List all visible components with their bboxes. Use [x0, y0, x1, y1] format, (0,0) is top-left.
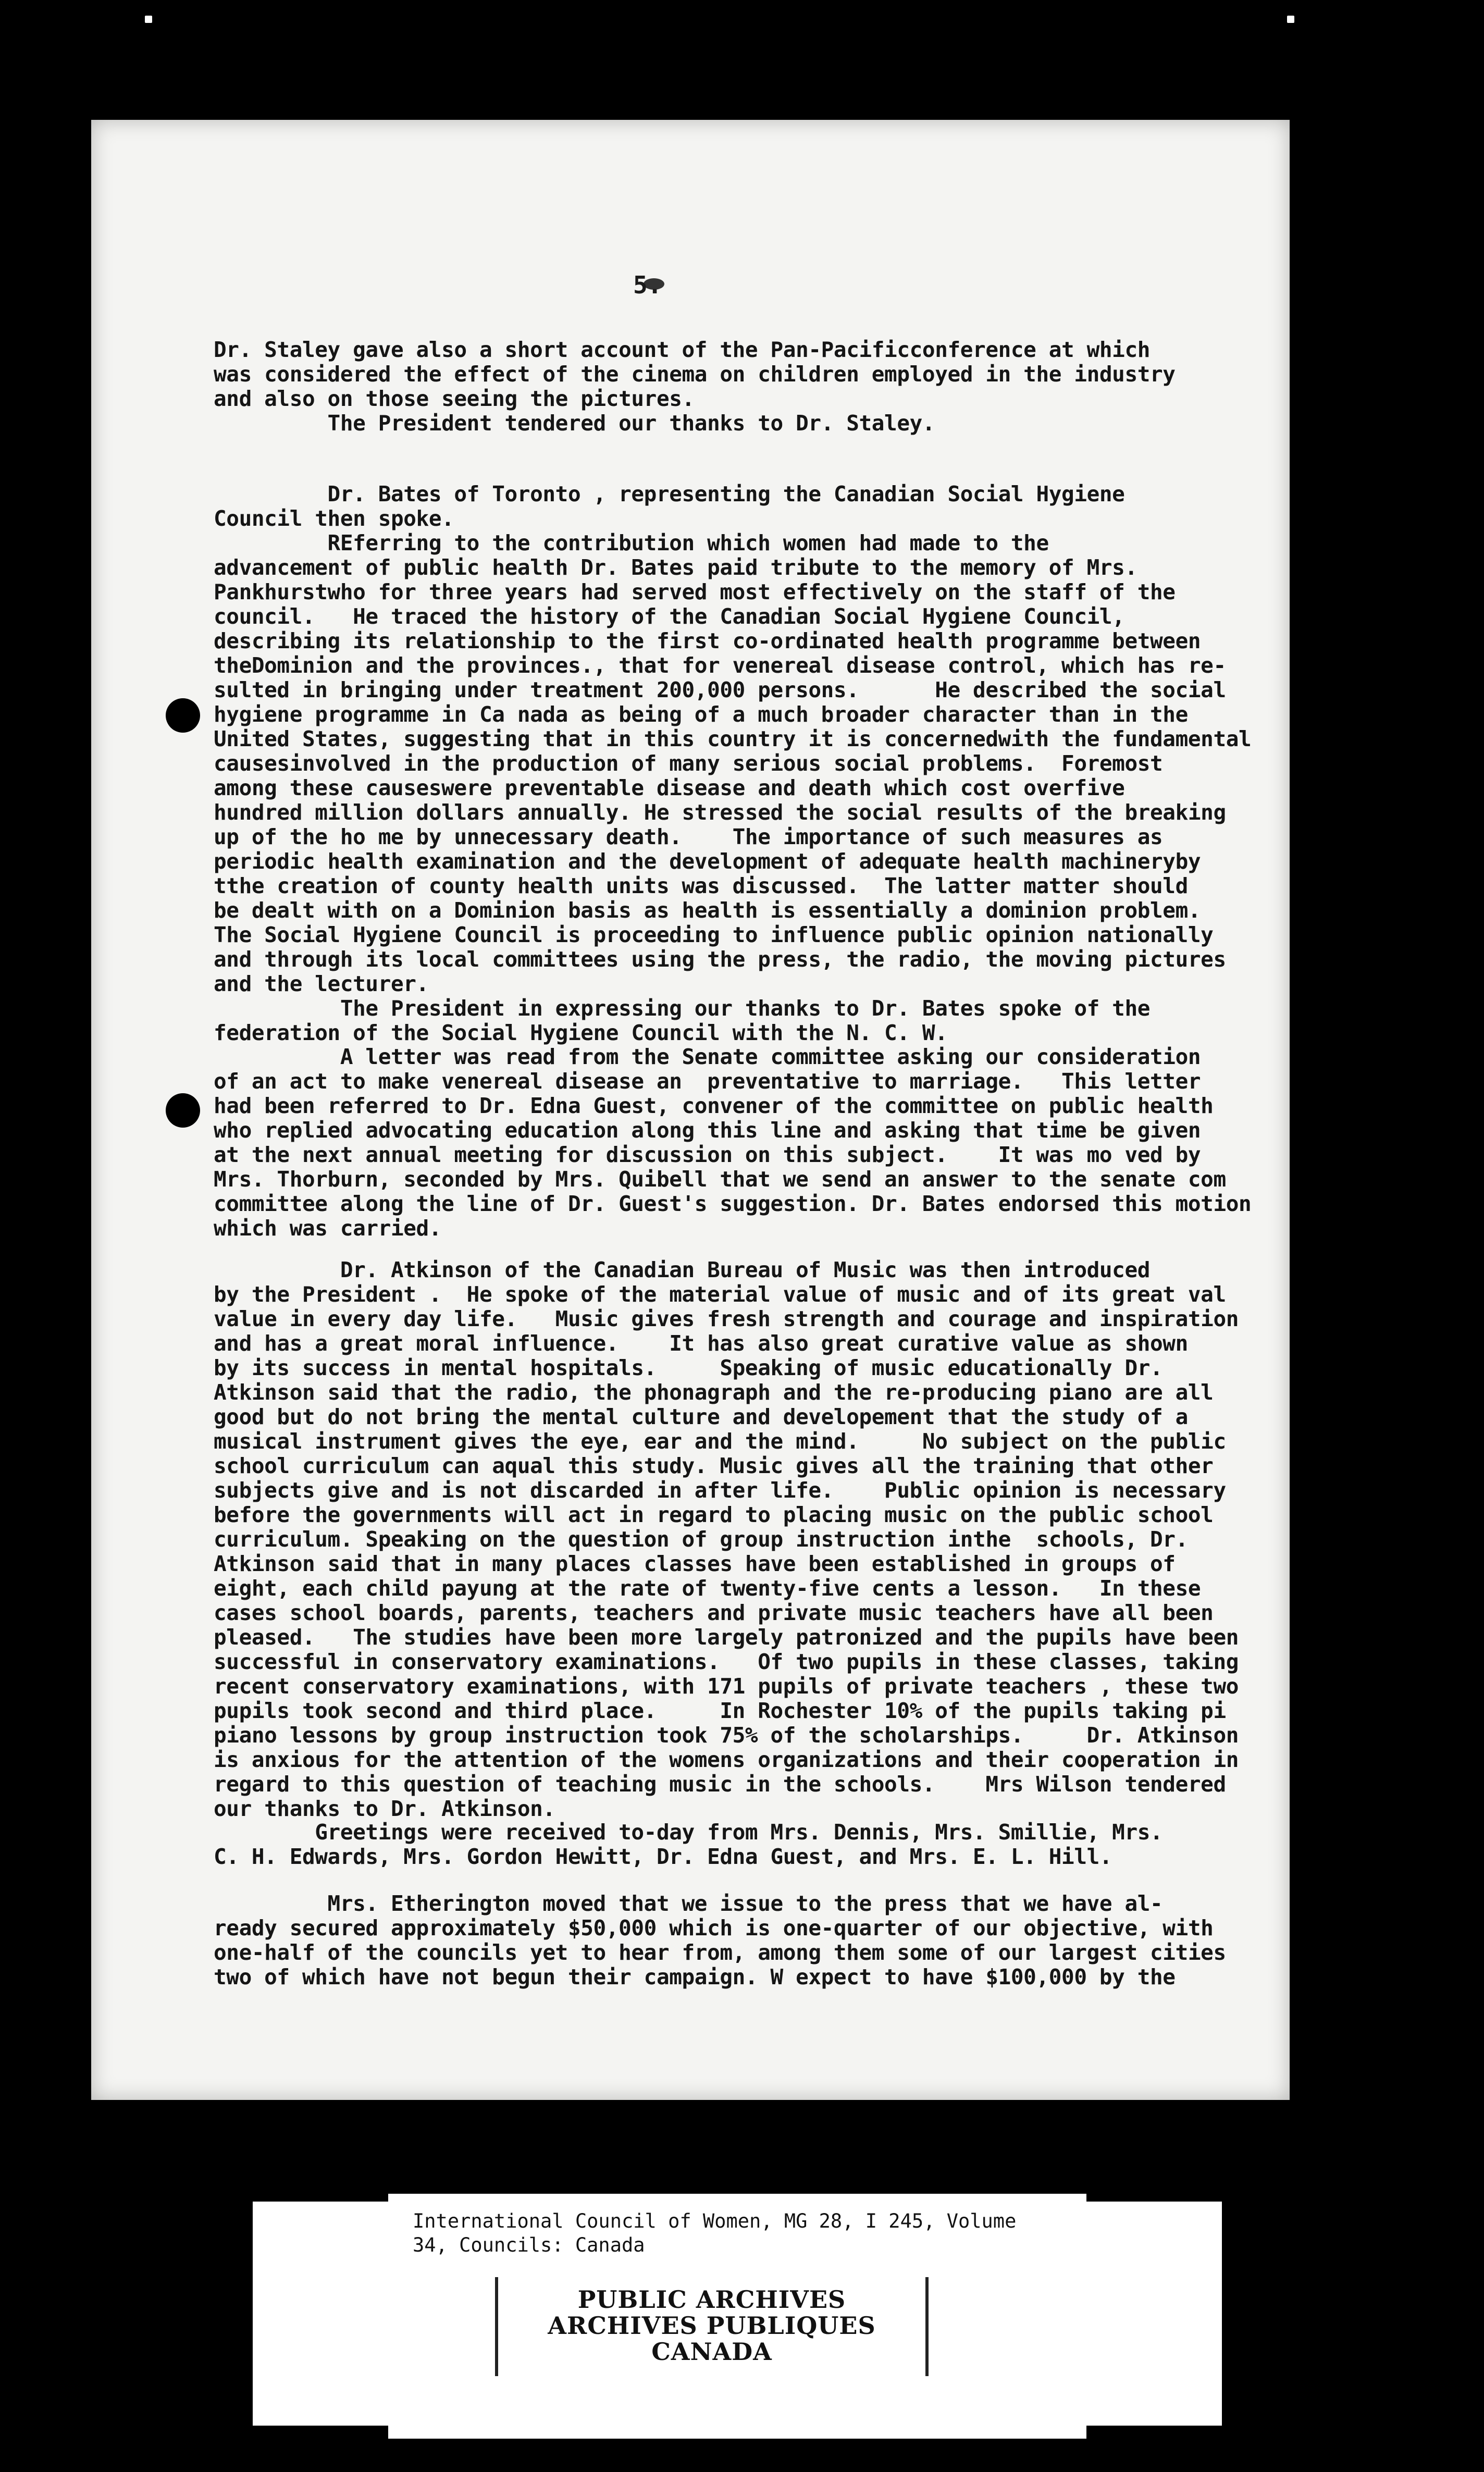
- text-line: at the next annual meeting for discussion on this subject. It was mo ved by: [214, 1142, 1201, 1167]
- text-line: periodic health examination and the development of adequate health machineryby: [214, 849, 1201, 874]
- text-line: be dealt with on a Dominion basis as health is essentially a dominion problem.: [214, 898, 1201, 923]
- text-line: Mrs. Etherington moved that we issue to the press that we have al-: [214, 1891, 1163, 1916]
- archive-citation: [413, 2209, 1080, 2257]
- text-line: Atkinson said that the radio, the phonagraph and the re-producing piano are all: [214, 1380, 1214, 1405]
- paragraph-greetings: [214, 1820, 1183, 1869]
- text-line: subjects give and is not discarded in after life. Public opinion is necessary: [214, 1478, 1226, 1503]
- text-line: The President in expressing our thanks to Dr. Bates spoke of the: [214, 996, 1151, 1021]
- text-line: council. He traced the history of the Canadian Social Hygiene Council,: [214, 604, 1125, 629]
- text-line: before the governments will act in regard to placing music on the public school: [214, 1502, 1214, 1527]
- text-line: who replied advocating education along this line and asking that time be given: [214, 1118, 1201, 1143]
- page-number: 5.: [633, 271, 662, 299]
- text-line: and also on those seeing the pictures.: [214, 386, 695, 411]
- text-line: eight, each child payung at the rate of twenty-five cents a lesson. In these: [214, 1576, 1201, 1601]
- text-line: Pankhurstwho for three years had served most effectively on the staff of the: [214, 579, 1176, 604]
- text-line: pleased. The studies have been more largely patronized and the pupils have been: [214, 1625, 1239, 1650]
- paragraph-staley: [214, 338, 1183, 436]
- citation-line-2: 34, Councils: Canada: [413, 2234, 645, 2256]
- text-line: United States, suggesting that in this country it is concernedwith the fundamental: [214, 726, 1252, 751]
- text-line: Dr. Staley gave also a short account of the Pan-Pacificconference at which: [214, 337, 1151, 362]
- text-line: theDominion and the provinces., that for venereal disease control, which has re-: [214, 653, 1226, 678]
- text-line: The President tendered our thanks to Dr. Staley.: [214, 411, 935, 436]
- text-line: Council then spoke.: [214, 506, 454, 531]
- text-line: advancement of public health Dr. Bates paid tribute to the memory of Mrs.: [214, 555, 1137, 580]
- text-line: was considered the effect of the cinema on children employed in the industry: [214, 362, 1176, 387]
- text-line: up of the ho me by unnecessary death. The importance of such measures as: [214, 824, 1163, 849]
- text-line: which was carried.: [214, 1216, 442, 1241]
- text-line: Atkinson said that in many places classes have been established in groups of: [214, 1551, 1176, 1576]
- paragraph-atkinson: [214, 1257, 1239, 1821]
- text-line: federation of the Social Hygiene Council with the N. C. W.: [214, 1020, 948, 1045]
- text-line: ready secured approximately $50,000 which is one-quarter of our objective, with: [214, 1915, 1214, 1940]
- text-line: pupils took second and third place. In Rochester 10% of the pupils taking pi: [214, 1698, 1226, 1723]
- text-line: value in every day life. Music gives fresh strength and courage and inspiration: [214, 1306, 1239, 1331]
- text-line: Greetings were received to-day from Mrs. Dennis, Mrs. Smillie, Mrs.: [214, 1820, 1163, 1845]
- text-line: and has a great moral influence. It has also great curative value as shown: [214, 1331, 1188, 1356]
- paragraph-etherington: [214, 1891, 1226, 1989]
- text-line: curriculum. Speaking on the question of group instruction inthe schools, Dr.: [214, 1527, 1188, 1552]
- text-line: hundred million dollars annually. He stressed the social results of the breaking: [214, 800, 1226, 825]
- text-line: hygiene programme in Ca nada as being of a much broader character than in the: [214, 702, 1188, 727]
- paragraph-senate-letter: [214, 1044, 1252, 1241]
- stamp-line-3: CANADA: [651, 2338, 772, 2366]
- text-line: sulted in bringing under treatment 200,000 persons. He described the social: [214, 677, 1226, 702]
- text-line: cases school boards, parents, teachers and private music teachers have all been: [214, 1600, 1214, 1625]
- text-line: causesinvolved in the production of many serious social problems. Foremost: [214, 751, 1163, 776]
- text-line: Dr. Bates of Toronto , representing the Canadian Social Hygiene: [214, 481, 1125, 506]
- text-line: recent conservatory examinations, with 171 pupils of private teachers , these two: [214, 1674, 1239, 1699]
- text-line: REferring to the contribution which women had made to the: [214, 530, 1049, 555]
- text-line: by the President . He spoke of the material value of music and of its great val: [214, 1282, 1226, 1307]
- film-frame-mark-right: [1287, 16, 1294, 23]
- text-line: among these causeswere preventable disease and death which cost overfive: [214, 775, 1125, 800]
- text-line: C. H. Edwards, Mrs. Gordon Hewitt, Dr. Edna Guest, and Mrs. E. L. Hill.: [214, 1844, 1112, 1869]
- text-line: and through its local committees using the press, the radio, the moving pictures: [214, 947, 1226, 972]
- stamp-line-1: PUBLIC ARCHIVES: [577, 2285, 846, 2314]
- paragraph-bates: [214, 481, 1252, 1045]
- text-line: one-half of the councils yet to hear from, among them some of our largest cities: [214, 1940, 1226, 1965]
- text-line: piano lessons by group instruction took 75% of the scholarships. Dr. Atkinson: [214, 1723, 1239, 1748]
- text-line: committee along the line of Dr. Guest's suggestion. Dr. Bates endorsed this motion: [214, 1191, 1252, 1216]
- text-line: of an act to make venereal disease an preventative to marriage. This letter: [214, 1069, 1201, 1094]
- text-line: musical instrument gives the eye, ear and the mind. No subject on the public: [214, 1429, 1226, 1454]
- citation-line-1: International Council of Women, MG 28, I 245, Volume: [413, 2210, 1017, 2232]
- text-line: is anxious for the attention of the womens organizations and their cooperation in: [214, 1747, 1239, 1772]
- film-frame-mark-left: [145, 16, 152, 23]
- stamp-line-2: ARCHIVES PUBLIQUES: [548, 2312, 876, 2340]
- text-line: tthe creation of county health units was discussed. The latter matter should: [214, 873, 1188, 898]
- text-line: our thanks to Dr. Atkinson.: [214, 1796, 555, 1821]
- text-line: had been referred to Dr. Edna Guest, convener of the committee on public health: [214, 1093, 1214, 1118]
- text-line: good but do not bring the mental culture and developement that the study of a: [214, 1404, 1188, 1429]
- text-line: and the lecturer.: [214, 971, 429, 996]
- hole-punch-lower: [166, 1093, 200, 1128]
- text-line: by its success in mental hospitals. Speaking of music educationally Dr.: [214, 1355, 1163, 1380]
- text-line: two of which have not begun their campaign. W expect to have $100,000 by the: [214, 1964, 1176, 1989]
- text-line: A letter was read from the Senate committee asking our consideration: [214, 1044, 1201, 1069]
- hole-punch-upper: [166, 698, 200, 733]
- text-line: successful in conservatory examinations. Of two pupils in these classes, taking: [214, 1649, 1239, 1674]
- public-archives-stamp: [495, 2277, 929, 2376]
- text-line: school curriculum can aqual this study. Music gives all the training that other: [214, 1453, 1214, 1478]
- text-line: regard to this question of teaching music in the schools. Mrs Wilson tendered: [214, 1772, 1226, 1797]
- text-line: Mrs. Thorburn, seconded by Mrs. Quibell that we send an answer to the senate com: [214, 1167, 1226, 1192]
- text-line: Dr. Atkinson of the Canadian Bureau of Music was then introduced: [214, 1257, 1151, 1282]
- text-line: The Social Hygiene Council is proceeding to influence public opinion nationally: [214, 922, 1214, 947]
- text-line: describing its relationship to the first co-ordinated health programme between: [214, 628, 1201, 653]
